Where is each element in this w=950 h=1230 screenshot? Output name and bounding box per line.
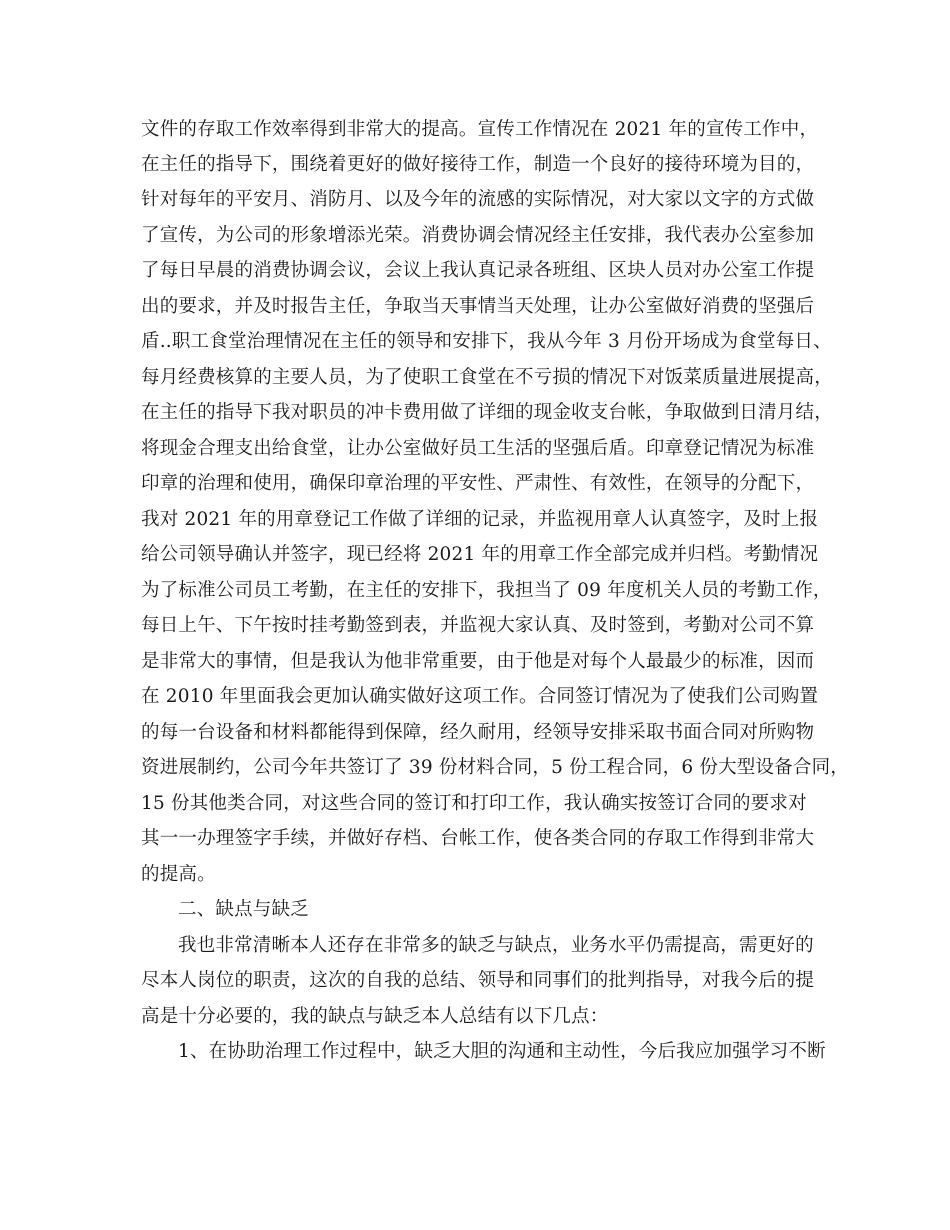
- text-line-9: 在主任的指导下我对职员的冲卡费用做了详细的现金收支台帐，争取做到日清月结，: [141, 402, 833, 423]
- text-line-10: 将现金合理支出给食堂，让办公室做好员工生活的坚强后盾。印章登记情况为标准: [141, 438, 815, 459]
- text-line-17: 在 2010 年里面我会更加认确实做好这项工作。合同签订情况为了使我们公司购置: [141, 686, 819, 707]
- text-line-1: 文件的存取工作效率得到非常大的提高。宣传工作情况在 2021 年的宣传工作中，: [141, 119, 819, 140]
- section-heading: 二、缺点与缺乏: [178, 899, 309, 920]
- text-line-4: 了宣传，为公司的形象增添光荣。消费协调会情况经主任安排，我代表办公室参加: [141, 225, 815, 246]
- text-line-14: 为了标准公司员工考勤，在主任的安排下，我担当了 09 年度机关人员的考勤工作，: [141, 580, 832, 601]
- text-line-2: 在主任的指导下，围绕着更好的做好接待工作，制造一个良好的接待环境为目的，: [141, 154, 815, 175]
- text-line-12: 我对 2021 年的用章登记工作做了详细的记录，并监视用章人认真签字，及时上报: [141, 509, 819, 530]
- text-line-16: 是非常大的事情，但是我认为他非常重要，由于他是对每个人最最少的标准，因而: [141, 651, 815, 672]
- text-line-5: 了每日早晨的消费协调会议，会议上我认真记录各班组、区块人员对办公室工作提: [141, 260, 815, 281]
- text-line-24: 我也非常清晰本人还存在非常多的缺乏与缺点，业务水平仍需提高，需更好的: [178, 935, 814, 956]
- text-line-21: 其一一办理签字手续，并做好存档、台帐工作，使各类合同的存取工作得到非常大: [141, 828, 815, 849]
- text-line-26: 高是十分必要的，我的缺点与缺乏本人总结有以下几点：: [141, 1006, 609, 1027]
- text-line-13: 给公司领导确认并签字，现已经将 2021 年的用章工作全部完成并归档。考勤情况: [141, 544, 819, 565]
- text-line-11: 印章的治理和使用，确保印章治理的平安性、严肃性、有效性，在领导的分配下，: [141, 473, 815, 494]
- text-line-27: 1、在协助治理工作过程中，缺乏大胆的沟通和主动性，今后我应加强学习不断: [178, 1041, 826, 1062]
- text-line-20: 15 份其他类合同，对这些合同的签订和打印工作，我认确实按签订合同的要求对: [141, 793, 807, 814]
- text-line-19: 资进展制约，公司今年共签订了 39 份材料合同，5 份工程合同，6 份大型设备合同，: [141, 757, 850, 778]
- text-line-7: 盾..职工食堂治理情况在主任的领导和安排下，我从今年 3 月份开场成为食堂每日、: [141, 331, 832, 352]
- text-line-6: 出的要求，并及时报告主任，争取当天事情当天处理，让办公室做好消费的坚强后: [141, 296, 815, 317]
- text-line-3: 针对每年的平安月、消防月、以及今年的流感的实际情况，对大家以文字的方式做: [141, 189, 815, 210]
- text-line-18: 的每一台设备和材料都能得到保障，经久耐用，经领导安排采取书面合同对所购物: [141, 722, 815, 743]
- text-line-25: 尽本人岗位的职责，这次的自我的总结、领导和同事们的批判指导，对我今后的提: [141, 970, 815, 991]
- text-line-15: 每日上午、下午按时挂考勤签到表，并监视大家认真、及时签到，考勤对公司不算: [141, 615, 815, 636]
- text-line-22: 的提高。: [141, 864, 216, 885]
- text-line-8: 每月经费核算的主要人员，为了使职工食堂在不亏损的情况下对饭菜质量进展提高，: [141, 367, 833, 388]
